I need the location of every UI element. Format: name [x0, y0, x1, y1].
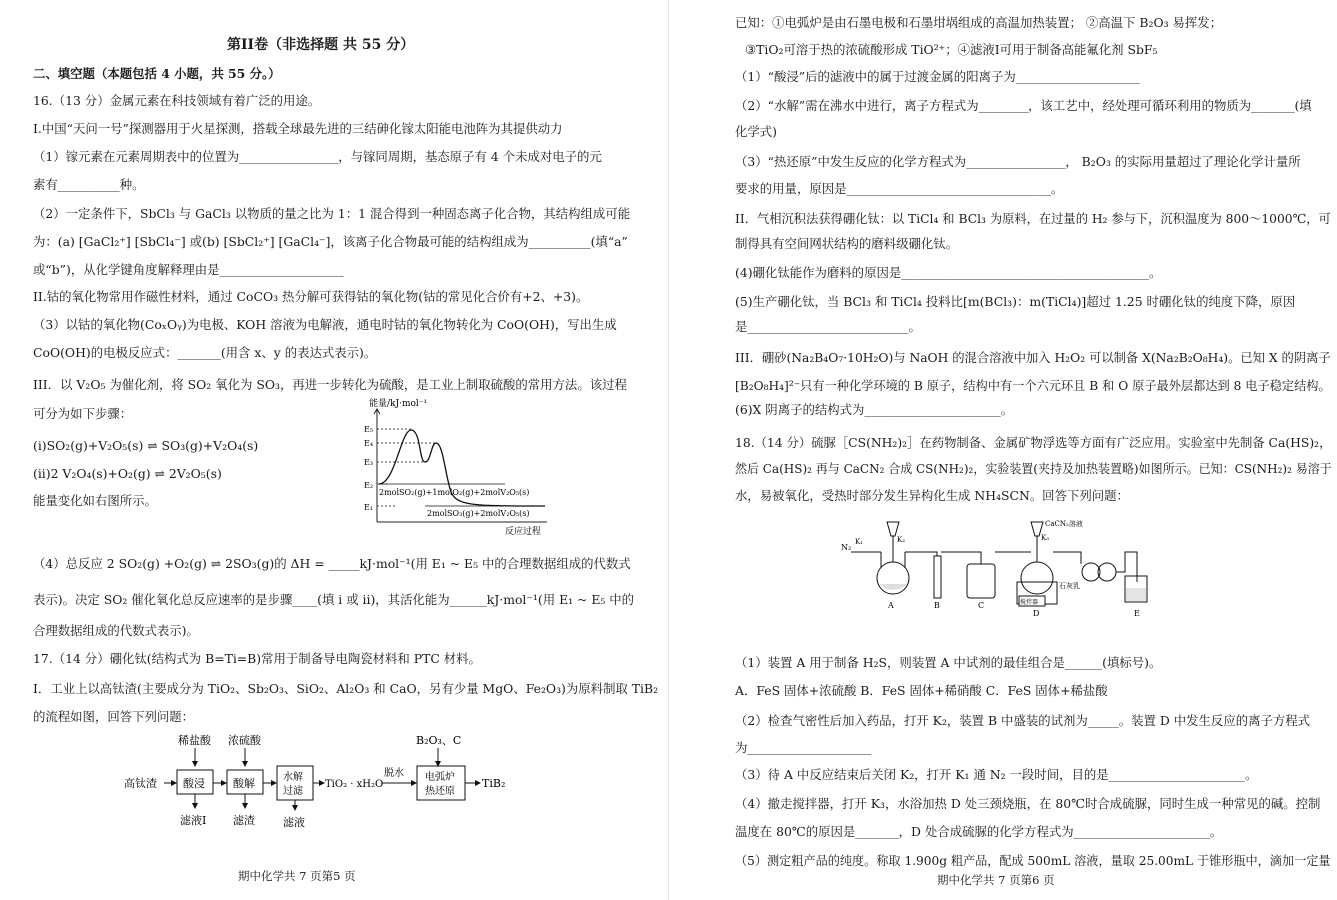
- bulb-2: [1098, 563, 1116, 581]
- apparatus-diagram: [841, 512, 1151, 624]
- page-5: [0, 0, 668, 900]
- q16-3: （3）以钴的氧化物(CoₓOᵧ)为电极、KOH 溶液为电解液，通电时钴的氧化物转化为 CoO(OH)，写出生成: [33, 317, 617, 332]
- q16-2-reason: 或“b”)，从化学键角度解释理由是____________________: [33, 262, 344, 277]
- q18-title: 18.（14 分）硫脲［CS(NH₂)₂］在药物制备、金属矿物浮选等方面有广泛应用。实验室中先制备 Ca(HS)₂，: [735, 435, 1332, 450]
- start-material: 高钛渣: [124, 777, 157, 790]
- label-c: C: [978, 601, 985, 610]
- output-residue: 滤渣: [233, 814, 255, 827]
- q17-4: (4)硼化钛能作为磨料的原因是________________________________________。: [735, 265, 1162, 280]
- x-axis-label: 反应过程: [505, 527, 542, 536]
- step-i: (i)SO₂(g)+V₂O₅(s) ⇌ SO₃(g)+V₂O₄(s): [33, 438, 259, 453]
- q17-part-ii-cont: 制得具有空间网状结构的磨料级硼化钛。: [735, 236, 959, 251]
- tube-a-b: [905, 552, 937, 556]
- bottle-c: [967, 564, 995, 598]
- level-e3: E₃: [364, 458, 374, 467]
- reagent-h2so4: 浓硫酸: [228, 734, 261, 747]
- q18-1-options: A．FeS 固体+浓硫酸 B．FeS 固体+稀硝酸 C．FeS 固体+稀盐酸: [735, 683, 1108, 698]
- q16-1: （1）镓元素在元素周期表中的位置为________________，与镓同周期，基态原子有 4 个未成对电子的元: [33, 149, 602, 164]
- q18-intro-3: 水，易被氧化，受热时部分发生异构化生成 NH₄SCN。回答下列问题：: [735, 488, 1129, 503]
- q18-intro-2: 然后 Ca(HS)₂ 再与 CaCN₂ 合成 CS(NH₂)₂，实验装置(夹持及加热装置略)如图所示。已知：CS(NH₂)₂ 易溶于: [735, 461, 1332, 476]
- label-b: B: [934, 601, 940, 610]
- q17-1: （1）“酸浸”后的滤液中的属于过渡金属的阳离子为____________________: [735, 69, 1140, 84]
- known-2: ③TiO₂可溶于热的浓硫酸形成 TiO²⁺；④滤液I可用于制备高能氟化剂 SbF₅: [745, 42, 1158, 57]
- section-title: 第II卷（非选择题 共 55 分）: [227, 37, 415, 53]
- q16-3-cont: CoO(OH)的电极反应式：_______(用含 x、y 的表达式表示)。: [33, 345, 377, 360]
- end-product: TiB₂: [482, 777, 506, 790]
- part-heading: 二、填空题（本题包括 4 小题，共 55 分。）: [33, 66, 281, 81]
- q18-2-cont: 为____________________: [735, 740, 872, 755]
- reagent-hcl: 稀盐酸: [178, 734, 211, 747]
- tube-d-bulbs: [1053, 552, 1081, 564]
- lime-label: 石灰乳: [1059, 582, 1080, 590]
- q18-4-cont: 温度在 80℃的原因是_______，D 处合成硫脲的化学方程式为______________________。: [735, 824, 1223, 839]
- q17-part-iii: III．硼砂(Na₂B₄O₇·10H₂O)与 NaOH 的混合溶液中加入 H₂O₂ 可以制备 X(Na₂B₂O₈H₄)。已知 X 的阴离子: [735, 350, 1331, 365]
- cacn2-label: CaCN₂溶液: [1045, 520, 1083, 528]
- beaker-e-liquid: [1126, 588, 1146, 601]
- level-e1: E₁: [364, 503, 374, 512]
- known-1: 已知：①电弧炉是由石墨电极和石墨坩埚组成的高温加热装置； ②高温下 B₂O₃ 易挥发；: [735, 15, 1223, 30]
- q18-4: （4）撤走搅拌器，打开 K₃，水浴加热 D 处三颈烧瓶，在 80℃时合成硫脲，同时生成一种常见的碱。控制: [735, 796, 1321, 811]
- level-e5: E₅: [364, 425, 374, 434]
- q18-5: （5）测定粗产品的纯度。称取 1.900g 粗产品，配成 500mL 溶液，量取 25.00mL 于锥形瓶中，滴加一定量: [735, 853, 1331, 868]
- funnel-a: [887, 522, 899, 536]
- n2-label: N₂: [841, 543, 852, 552]
- stirrer-label: 搅拌器: [1020, 599, 1039, 606]
- intermediate: TiO₂ · xH₂O: [325, 779, 384, 790]
- q16-4-end: 合理数据组成的代数式表示)。: [33, 623, 199, 638]
- page-6: [669, 0, 1337, 900]
- k3-label: K₃: [1041, 534, 1050, 542]
- box-hydrolysis-label-b: 过滤: [283, 786, 303, 797]
- q17-part-i: I．工业上以高钛渣(主要成分为 TiO₂、Sb₂O₃、SiO₂、Al₂O₃ 和 CaO，另有少量 MgO、Fe₂O₃)为原料制取 TiB₂: [33, 681, 659, 696]
- q16-2-cont: 为：(a) [GaCl₂⁺] [SbCl₄⁻] 或(b) [SbCl₂⁺] [GaCl₄⁻]，该离子化合物最可能的结构组成为__________(填“a”: [33, 234, 628, 249]
- box-acid-dissolve-label: 酸解: [233, 777, 255, 790]
- tube-b: [934, 556, 941, 598]
- box-arc-label-a: 电弧炉: [425, 772, 455, 783]
- output-filtrate-1: 滤液I: [180, 814, 207, 827]
- q16-4-cont: 表示)。决定 SO₂ 催化氧化总反应速率的是步骤____(填 i 或 ii)，其活化能为______kJ·mol⁻¹(用 E₁ ~ E₅ 中的: [33, 592, 635, 607]
- label-d: D: [1033, 609, 1040, 618]
- footer-page5: 期中化学共 7 页第5 页: [238, 869, 356, 883]
- box-arc-label-b: 热还原: [425, 786, 455, 797]
- label-a: A: [888, 601, 894, 610]
- q17-3-cont: 要求的用量，原因是_________________________________。: [735, 181, 1064, 196]
- energy-note: 能量变化如右图所示。: [33, 493, 157, 508]
- output-filtrate: 滤液: [283, 816, 305, 829]
- energy-axis-label: 能量/kJ·mol⁻¹: [369, 399, 428, 409]
- q16-4: （4）总反应 2 SO₂(g) +O₂(g) ⇌ 2SO₃(g)的 ΔH = _____kJ·mol⁻¹(用 E₁ ~ E₅ 中的合理数据组成的代数式: [33, 556, 631, 571]
- dehydrate-label: 脱水: [384, 768, 404, 779]
- q16-part-iii: III．以 V₂O₅ 为催化剂，将 SO₂ 氧化为 SO₃，再进一步转化为硫酸，是工业上制取硫酸的常用方法。该过程: [33, 377, 627, 392]
- q16-2: （2）一定条件下，SbCl₃ 与 GaCl₃ 以物质的量之比为 1：1 混合得到一种固态离子化合物，其结构组成可能: [33, 206, 631, 221]
- q17-5: (5)生产硼化钛，当 BCl₃ 和 TiCl₄ 投料比[m(BCl₃)：m(TiCl₄)]超过 1.25 时硼化钛的纯度下降，原因: [735, 294, 1296, 309]
- q17-2-cont: 化学式): [735, 124, 778, 139]
- q17-3: （3）“热还原”中发生反应的化学方程式为________________， B₂O₃ 的实际用量超过了理论化学计量所: [735, 154, 1301, 169]
- energy-diagram: [355, 394, 560, 536]
- product-label: 2molSO₃(g)+2molV₂O₅(s): [427, 509, 530, 518]
- q18-1: （1）装置 A 用于制备 H₂S，则装置 A 中试剂的最佳组合是______(填标号)。: [735, 655, 1162, 670]
- flask-a-liquid: [879, 584, 907, 590]
- k2-label: K₂: [897, 536, 906, 544]
- level-e2: E₂: [364, 481, 374, 490]
- label-e: E: [1134, 609, 1140, 618]
- q17-part-iii-cont: [B₂O₈H₄]²⁻只有一种化学环境的 B 原子，结构中有一个六元环且 B 和 O 原子最外层都达到 8 电子稳定结构。: [735, 378, 1331, 393]
- q16-steps-intro: 可分为如下步骤：: [33, 406, 133, 421]
- level-e4: E₄: [364, 439, 374, 448]
- q16-part-ii: II.钴的氧化物常用作磁性材料，通过 CoCO₃ 热分解可获得钴的氧化物(钴的常见化合价有+2、+3)。: [33, 289, 589, 304]
- q17-6: (6)X 阴离子的结构式为______________________。: [735, 402, 1014, 417]
- bulb-1: [1082, 563, 1100, 581]
- q16-title: 16.（13 分）金属元素在科技领域有着广泛的用途。: [33, 93, 321, 108]
- process-flowchart: [120, 732, 520, 832]
- reagent-b2o3-c: B₂O₃、C: [416, 734, 462, 747]
- q18-3: （3）待 A 中反应结束后关闭 K₂，打开 K₁ 通 N₂ 一段时间，目的是______________________。: [735, 767, 1258, 782]
- q16-1-cont: 素有__________种。: [33, 177, 145, 192]
- flask-d: [1021, 562, 1053, 594]
- q18-2: （2）检查气密性后加入药品，打开 K₂，装置 B 中盛装的试剂为_____。装置 D 中发生反应的离子方程式: [735, 713, 1311, 728]
- q16-part-i: I.中国“天问一号”探测器用于火星探测，搭载全球最先进的三结砷化镓太阳能电池阵为其提供动力: [33, 121, 563, 136]
- q17-part-i-cont: 的流程如图，回答下列问题：: [33, 709, 195, 724]
- footer-page6: 期中化学共 7 页第6 页: [937, 873, 1055, 887]
- q17-2: （2）“水解”需在沸水中进行，离子方程式为________，该工艺中，经处理可循环利用的物质为_______(填: [735, 98, 1312, 113]
- q17-title: 17.（14 分）硼化钛(结构式为 B=Ti=B)常用于制备导电陶瓷材料和 PTC 材料。: [33, 651, 481, 666]
- box-acid-leach-label: 酸浸: [183, 777, 205, 790]
- tube-b-c: [941, 552, 981, 564]
- k1-label: K₁: [855, 538, 864, 546]
- box-hydrolysis-label-a: 水解: [283, 772, 303, 783]
- reactant-label: 2molSO₂(g)+1molO₂(g)+2molV₂O₅(s): [379, 488, 530, 497]
- step-ii: (ii)2 V₂O₄(s)+O₂(g) ⇌ 2V₂O₅(s): [33, 466, 222, 481]
- q17-part-ii: II．气相沉积法获得硼化钛：以 TiCl₄ 和 BCl₃ 为原料，在过量的 H₂ 参与下，沉积温度为 800～1000℃，可: [735, 211, 1331, 226]
- tube-to-e: [1116, 552, 1137, 582]
- q17-5-cont: 是__________________________。: [735, 319, 921, 334]
